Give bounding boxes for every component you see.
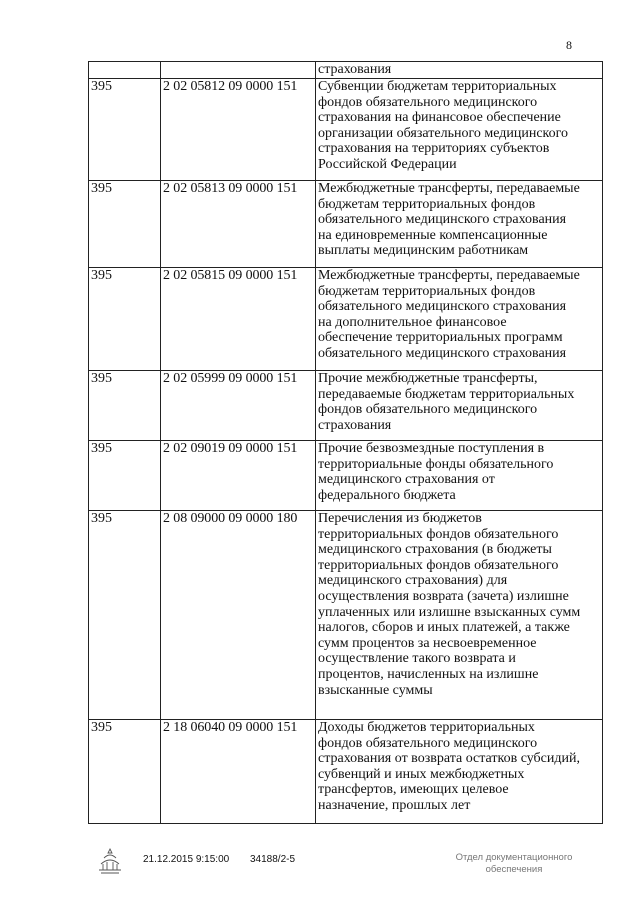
description-cell: Межбюджетные трансферты, передаваемые бюджетам территориальных фондов обязательного медицинского страхования на единовременные компенсационные выплаты медицинским работникам xyxy=(316,181,603,268)
admin-code-cell: 395 xyxy=(89,511,161,720)
footer-stamp xyxy=(143,854,313,865)
budget-code-cell: 2 02 05812 09 0000 151 xyxy=(161,79,316,181)
description-cell: Перечисления из бюджетов территориальных фондов обязательного медицинского страхования (в бюджеты территориальных фондов обязательного медицинского страхования) для осуществления возврата (зачета) излишне уплаченных или излишне взысканных сумм налогов, сборов и иных платежей, а также сумм процентов за несвоевременное осуществление такого возврата и процентов, начисленных на излишне взысканные суммы xyxy=(316,511,603,720)
admin-code-cell: 395 xyxy=(89,79,161,181)
description-cell: Прочие межбюджетные трансферты, передаваемые бюджетам территориальных фондов обязательного медицинского страхования xyxy=(316,371,603,441)
budget-code-cell: 2 18 06040 09 0000 151 xyxy=(161,720,316,824)
description-cell: Прочие безвозмездные поступления в территориальные фонды обязательного медицинского страхования от федерального бюджета xyxy=(316,441,603,511)
admin-code-cell xyxy=(89,62,161,79)
table-row xyxy=(89,181,603,268)
description-cell: страхования xyxy=(316,62,603,79)
department-line-2: обеспечения xyxy=(485,864,543,875)
print-datetime: 21.12.2015 9:15:00 xyxy=(143,854,230,865)
table-row xyxy=(89,441,603,511)
page-number: 8 xyxy=(566,38,572,52)
description-cell: Доходы бюджетов территориальных фондов обязательного медицинского страхования от возврата остатков субсидий, субвенций и иных межбюджетных трансфертов, имеющих целевое назначение, прошлых лет xyxy=(316,720,603,824)
table-body xyxy=(89,62,603,824)
admin-code-cell: 395 xyxy=(89,441,161,511)
budget-code-cell xyxy=(161,62,316,79)
admin-code-cell: 395 xyxy=(89,181,161,268)
budget-code-cell: 2 02 05813 09 0000 151 xyxy=(161,181,316,268)
department-line-1: Отдел документационного xyxy=(455,852,573,863)
description-cell: Субвенции бюджетам территориальных фондов обязательного медицинского страхования на финансовое обеспечение организации обязательного медицинского страхования на территориях субъектов Российской Федерации xyxy=(316,79,603,181)
admin-code-cell: 395 xyxy=(89,268,161,371)
budget-classification-table xyxy=(88,61,603,824)
budget-code-cell: 2 02 09019 09 0000 151 xyxy=(161,441,316,511)
admin-code-cell: 395 xyxy=(89,371,161,441)
table-row xyxy=(89,511,603,720)
emblem-icon xyxy=(94,846,126,878)
table-row xyxy=(89,62,603,79)
budget-code-cell: 2 08 09000 09 0000 180 xyxy=(161,511,316,720)
budget-code-cell: 2 02 05815 09 0000 151 xyxy=(161,268,316,371)
table-row xyxy=(89,79,603,181)
admin-code-cell: 395 xyxy=(89,720,161,824)
budget-code-cell: 2 02 05999 09 0000 151 xyxy=(161,371,316,441)
description-cell: Межбюджетные трансферты, передаваемые бюджетам территориальных фондов обязательного медицинского страхования на дополнительное финансовое обеспечение территориальных программ обязательного медицинского страхования xyxy=(316,268,603,371)
table-row xyxy=(89,371,603,441)
table-row xyxy=(89,268,603,371)
table-row xyxy=(89,720,603,824)
department-stamp xyxy=(444,852,584,876)
document-number: 34188/2-5 xyxy=(249,854,296,865)
